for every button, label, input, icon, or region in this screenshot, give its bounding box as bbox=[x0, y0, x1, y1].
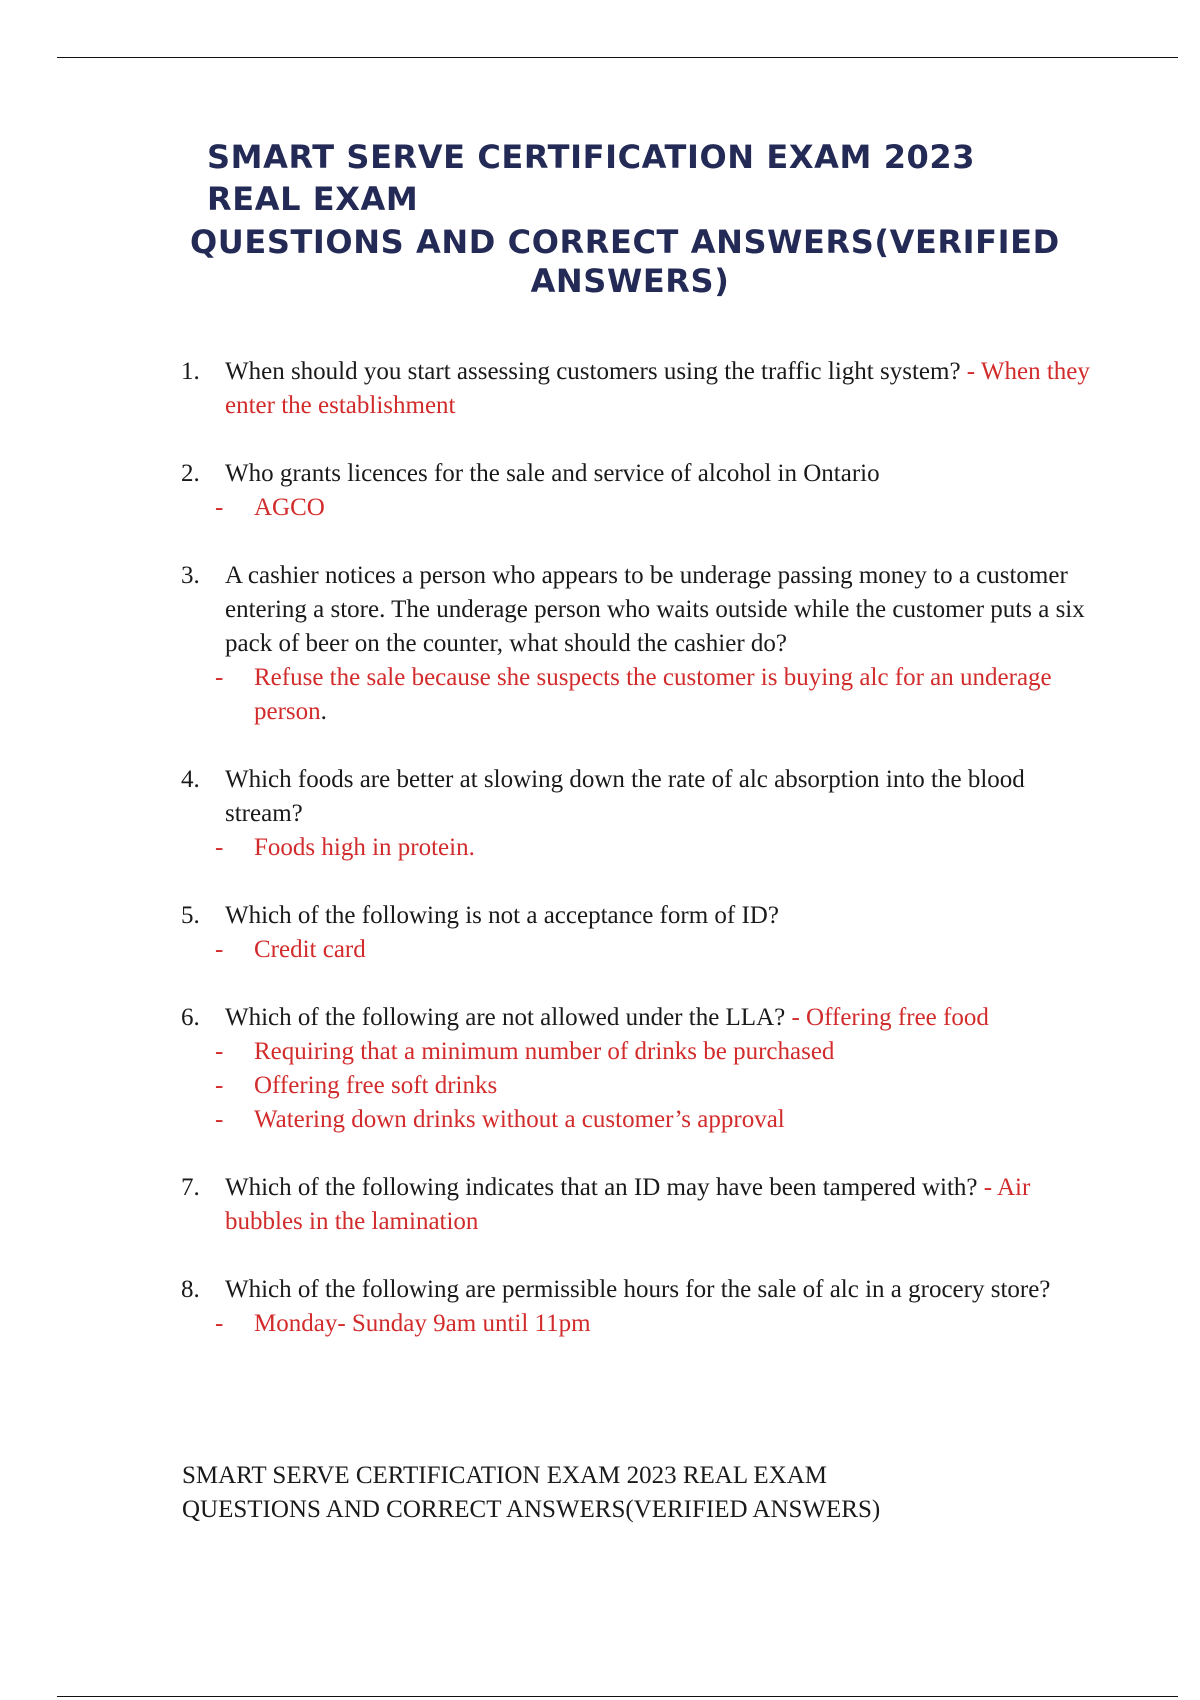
top-rule bbox=[57, 57, 1178, 58]
answer-text: Foods high in protein. bbox=[254, 834, 475, 861]
answer-list bbox=[215, 933, 1101, 967]
answer-text: Offering free soft drinks bbox=[254, 1072, 498, 1099]
title-line-4: ANSWERS) bbox=[530, 262, 730, 300]
question-2 bbox=[181, 457, 1101, 525]
answer-item bbox=[215, 1069, 1101, 1103]
footer-line-2: QUESTIONS AND CORRECT ANSWERS(VERIFIED ANSWERS) bbox=[182, 1496, 881, 1523]
inline-answer: - Air bubbles in the lamination bbox=[225, 1174, 1031, 1235]
question-text: Which of the following are not allowed under the LLA? bbox=[225, 1004, 786, 1031]
inline-answer: - Offering free food bbox=[785, 1004, 989, 1031]
answer-item bbox=[215, 491, 1101, 525]
question-number: 3. bbox=[181, 562, 200, 589]
dash-bullet: - bbox=[215, 1106, 224, 1133]
dash-bullet: - bbox=[215, 834, 224, 861]
question-5 bbox=[181, 899, 1101, 967]
answer-list bbox=[215, 1035, 1101, 1137]
title-line-1: SMART SERVE CERTIFICATION EXAM 2023 bbox=[207, 138, 976, 176]
footer-text bbox=[182, 1459, 1082, 1527]
question-number: 7. bbox=[181, 1174, 200, 1201]
question-6 bbox=[181, 1001, 1101, 1137]
dash-bullet: - bbox=[215, 1038, 224, 1065]
answer-item bbox=[215, 1307, 1101, 1341]
question-text: A cashier notices a person who appears to be underage passing money to a customer entering a store. The underage person who waits outside while the customer puts a six pack of beer on the counter, what should the cashier do? bbox=[225, 562, 1085, 657]
dash-bullet: - bbox=[215, 664, 224, 691]
answer-item bbox=[215, 831, 1101, 865]
footer-line-1: SMART SERVE CERTIFICATION EXAM 2023 REAL EXAM bbox=[182, 1462, 828, 1489]
answer-item bbox=[215, 933, 1101, 967]
answer-text: Watering down drinks without a customer’s approval bbox=[254, 1106, 785, 1133]
question-8 bbox=[181, 1273, 1101, 1341]
question-1 bbox=[181, 355, 1101, 423]
question-text: Which of the following indicates that an ID may have been tampered with? bbox=[225, 1174, 978, 1201]
inline-answer: - When they enter the establishment bbox=[225, 358, 1090, 419]
answer-text: Requiring that a minimum number of drinks be purchased bbox=[254, 1038, 835, 1065]
question-3 bbox=[181, 559, 1101, 729]
question-text: Who grants licences for the sale and service of alcohol in Ontario bbox=[225, 460, 880, 487]
question-number: 2. bbox=[181, 460, 200, 487]
answer-item bbox=[215, 661, 1101, 729]
title-line-3: QUESTIONS AND CORRECT ANSWERS(VERIFIED bbox=[190, 223, 1060, 261]
question-text: When should you start assessing customers using the traffic light system? bbox=[225, 358, 961, 385]
answer-list bbox=[215, 831, 1101, 865]
answer-item bbox=[215, 1103, 1101, 1137]
question-7 bbox=[181, 1171, 1101, 1239]
question-text: Which of the following is not a acceptance form of ID? bbox=[225, 902, 779, 929]
question-text: Which foods are better at slowing down the rate of alc absorption into the blood stream? bbox=[225, 766, 1025, 827]
answer-list bbox=[215, 1307, 1101, 1341]
answer-list bbox=[215, 491, 1101, 525]
dash-bullet: - bbox=[215, 936, 224, 963]
question-text: Which of the following are permissible hours for the sale of alc in a grocery store? bbox=[225, 1276, 1051, 1303]
answer-text: AGCO bbox=[254, 494, 325, 521]
question-number: 6. bbox=[181, 1004, 200, 1031]
answer-text: Refuse the sale because she suspects the customer is buying alc for an underage person bbox=[254, 664, 1052, 725]
question-number: 8. bbox=[181, 1276, 200, 1303]
answer-list bbox=[215, 661, 1101, 729]
title-line-2: REAL EXAM bbox=[207, 180, 419, 218]
dash-bullet: - bbox=[215, 494, 224, 521]
answer-text: Credit card bbox=[254, 936, 366, 963]
question-number: 5. bbox=[181, 902, 200, 929]
question-number: 1. bbox=[181, 358, 200, 385]
dash-bullet: - bbox=[215, 1072, 224, 1099]
answer-tail: . bbox=[320, 698, 327, 725]
answer-text: Monday- Sunday 9am until 11pm bbox=[254, 1310, 591, 1337]
question-list bbox=[181, 355, 1101, 1375]
question-number: 4. bbox=[181, 766, 200, 793]
answer-item bbox=[215, 1035, 1101, 1069]
dash-bullet: - bbox=[215, 1310, 224, 1337]
bottom-rule bbox=[57, 1696, 1178, 1697]
question-4 bbox=[181, 763, 1101, 865]
